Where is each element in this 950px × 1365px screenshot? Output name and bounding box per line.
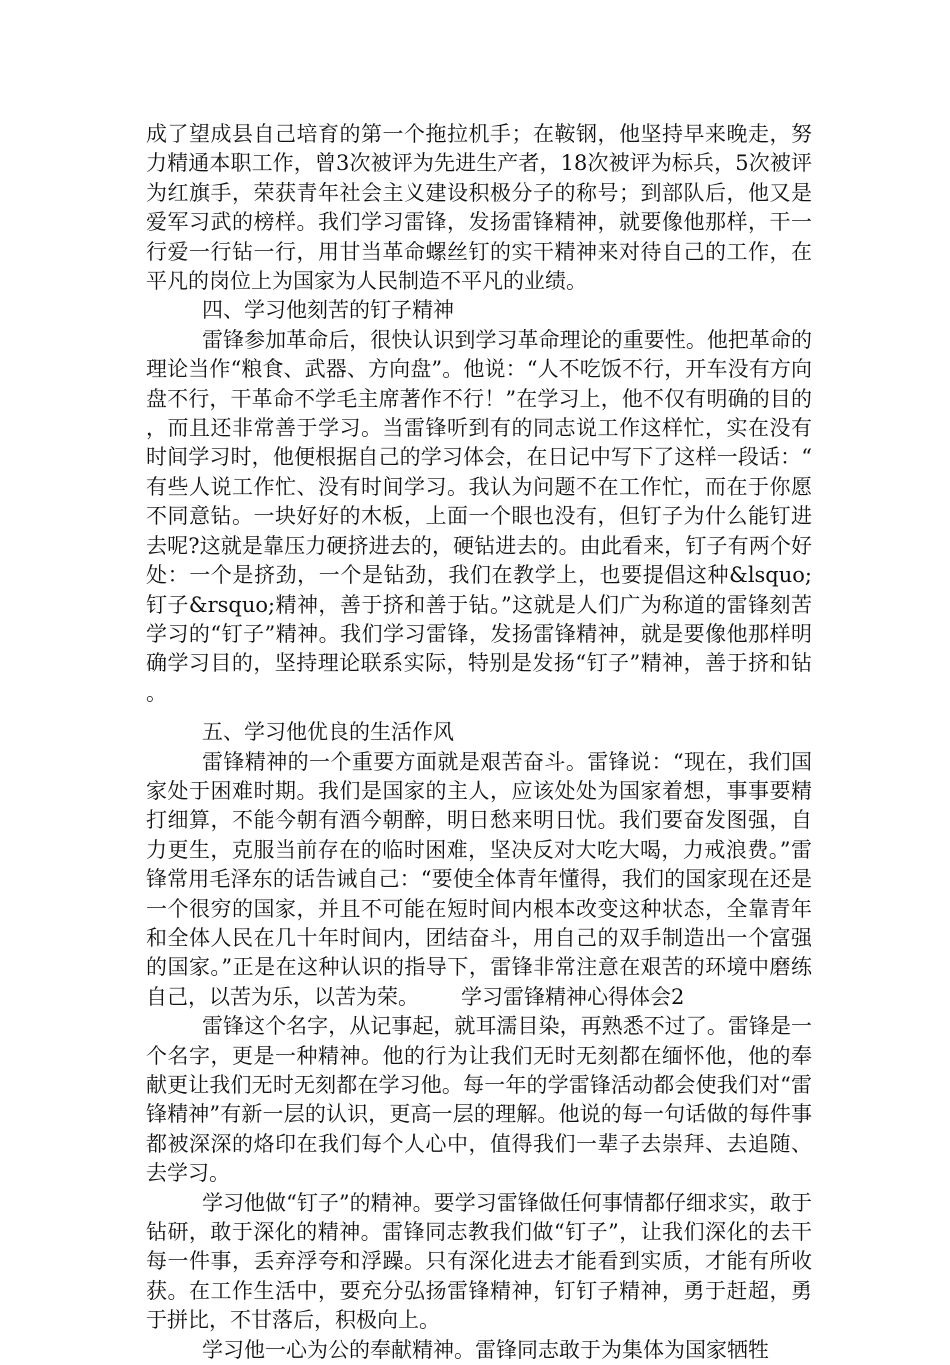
essay-title-2: 学习雷锋精神心得体会2 [461, 984, 685, 1009]
paragraph-2: 雷锋参加革命后，很快认识到学习革命理论的重要性。他把革命的理论当作“粮食、武器、方向盘”。他说：“人不吃饭不行，开车没有方向盘不行，干革命不学毛主席著作不行！”在学习上，他不仅有明确的目的，而且还非常善于学习。当雷锋听到有的同志说工作这样忙，实在没有时间学习时，他便根据自己的学习体会，在日记中写下了这样一段话：“有些人说工作忙、没有时间学习。我认为问题不在工作忙，而在于你愿不同意钻。一块好好的木板，上面一个眼也没有，但钉子为什么能钉进去呢?这就是靠压力硬挤进去的，硬钻进去的。由此看来，钉子有两个好处：一个是挤劲，一个是钻劲，我们在教学上，也要提倡这种&lsquo;钉子&rsquo;精神，善于挤和善于钻。”这就是人们广为称道的雷锋刻苦学习的“钉子”精神。我们学习雷锋，发扬雷锋精神，就是要像他那样明确学习目的，坚持理论联系实际，特别是发扬“钉子”精神，善于挤和钻。 [146, 327, 812, 705]
paragraph-4: 雷锋这个名字，从记事起，就耳濡目染，再熟悉不过了。雷锋是一个名字，更是一种精神。他的行为让我们无时无刻都在缅怀他，他的奉献更让我们无时无刻都在学习他。每一年的学雷锋活动都会使我们对“雷锋精神”有新一层的认识，更高一层的理解。他说的每一句话做的每件事都被深深的烙印在我们每个人心中，值得我们一辈子去崇拜、去追随、去学习。 [146, 1014, 812, 1186]
paragraph-3-text: 雷锋精神的一个重要方面就是艰苦奋斗。雷锋说：“现在，我们国家处于困难时期。我们是国家的主人，应该处处为国家着想，事事要精打细算，不能今朝有酒今朝醉，明日愁来明日忧。我们要奋发图强，自力更生，克服当前存在的临时困难，坚决反对大吃大喝，力戒浪费。”雷锋常用毛泽东的话告诫自己：“要使全体青年懂得，我们的国家现在还是一个很穷的国家，并且不可能在短时间内根本改变这种状态，全靠青年和全体人民在几十年时间内，团结奋斗，用自己的双手制造出一个富强的国家。”正是在这种认识的指导下，雷锋非常注意在艰苦的环境中磨练自己，以苦为乐，以苦为荣。 [146, 749, 812, 1009]
spacer [146, 708, 812, 718]
section-heading-4: 四、学习他刻苦的钉子精神 [202, 298, 454, 323]
paragraph-3 [146, 748, 812, 1013]
document-body [146, 120, 812, 1365]
paragraph-5: 学习他做“钉子”的精神。要学习雷锋做任何事情都仔细求实，敢于钻研，敢于深化的精神。雷锋同志教我们做“钉子”，让我们深化的去干每一件事，丢弃浮夸和浮躁。只有深化进去才能看到实质，才能有所收获。在工作生活中，要充分弘扬雷锋精神，钉钉子精神，勇于赶超，勇于拼比，不甘落后，积极向上。 [146, 1190, 812, 1333]
paragraph-6: 学习他一心为公的奉献精神。雷锋同志敢于为集体为国家牺牲 [202, 1337, 769, 1362]
section-heading-5: 五、学习他优良的生活作风 [202, 720, 454, 745]
paragraph-1: 成了望成县自己培育的第一个拖拉机手；在鞍钢，他坚持早来晚走，努力精通本职工作，曾3次被评为先进生产者，18次被评为标兵，5次被评为红旗手，荣获青年社会主义建设积极分子的称号；到部队后，他又是爱军习武的榜样。我们学习雷锋，发扬雷锋精神，就要像他那样，干一行爱一行钻一行，用甘当革命螺丝钉的实干精神来对待自己的工作，在平凡的岗位上为国家为人民制造不平凡的业绩。 [146, 122, 812, 294]
